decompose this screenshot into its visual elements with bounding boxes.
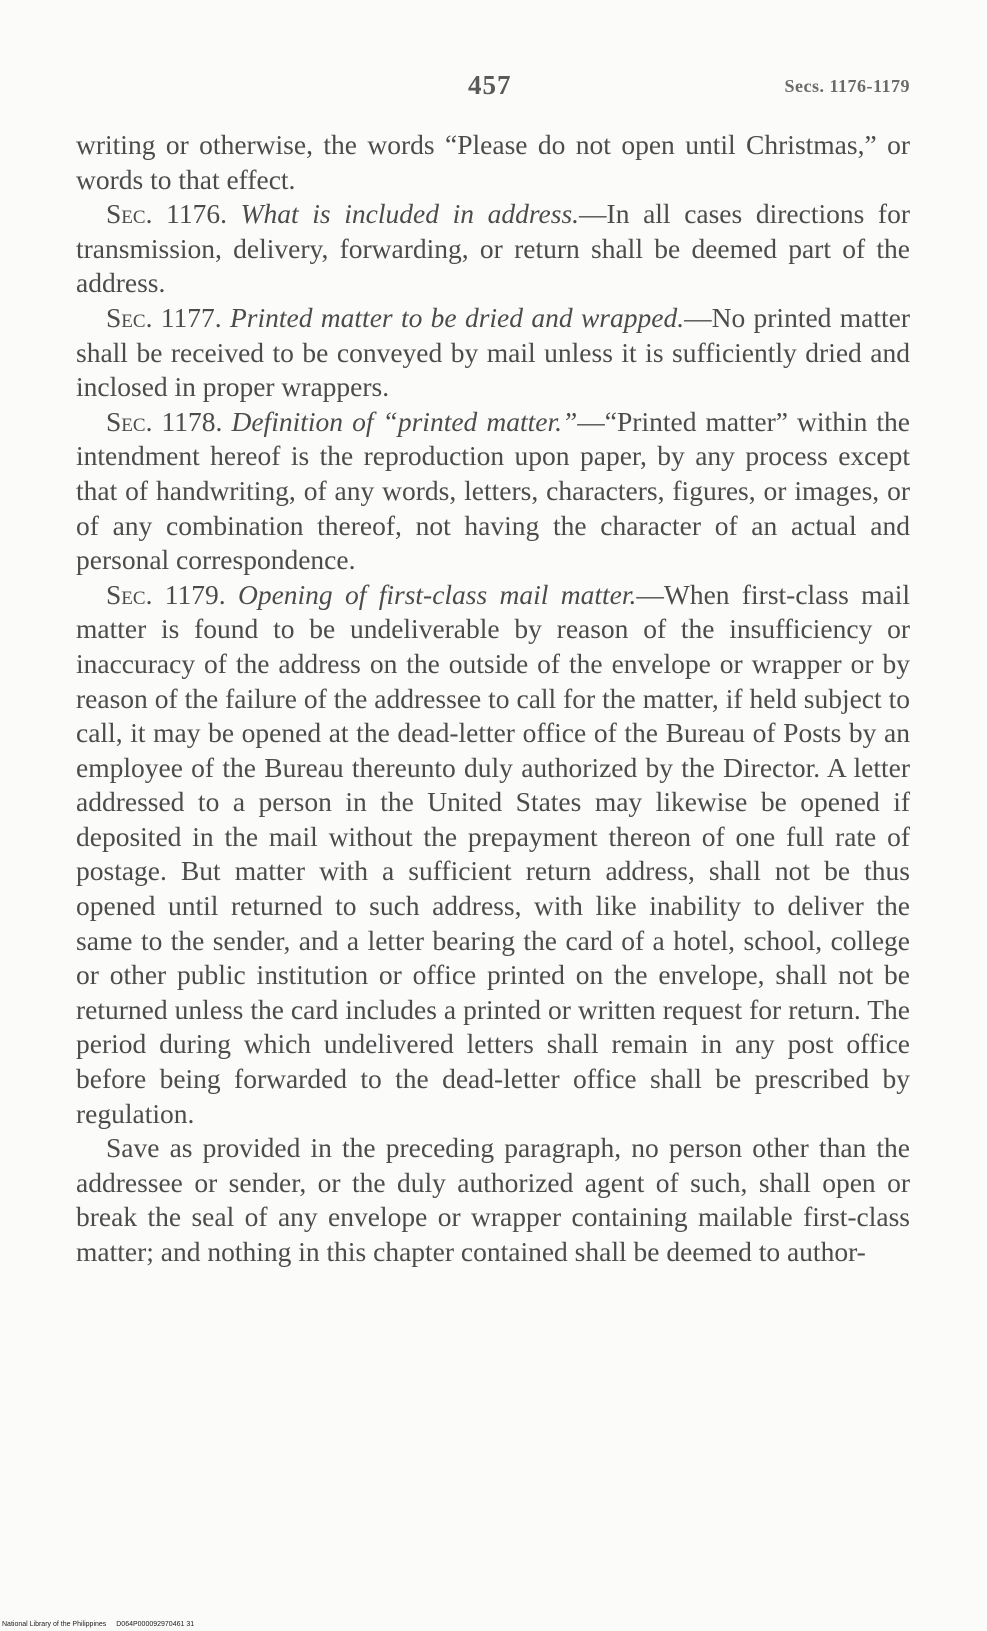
section-number: Sec. 1176. [106, 198, 227, 230]
section-text: —No printed matter shall be received to be conveyed by mail unless it is sufficiently dried and inclosed in proper wrappers. [76, 301, 910, 403]
section-title: Printed matter to be dried and wrapped. [229, 301, 685, 333]
paragraph-save-as-provided: Save as provided in the preceding paragraph, no person other than the addressee or sender, or the duly authorized agent of such, shall open or break the seal of any envelope or wrapper containing mailable first-class matter; and nothing in this chapter contained shall be deemed to author- [76, 1132, 910, 1267]
library-name: National Library of the Philippines [2, 1621, 107, 1628]
section-1178 [76, 405, 910, 578]
page-header [80, 70, 910, 110]
section-1177 [76, 301, 910, 405]
section-number: Sec. 1178. [106, 405, 223, 437]
section-number: Sec. 1179. [106, 578, 226, 610]
section-title: What is included in address. [240, 198, 580, 230]
scan-id: D064P000092970461 31 [116, 1621, 195, 1628]
section-range: Secs. 1176-1179 [784, 76, 910, 96]
section-title: Definition of “printed matter.” [231, 405, 578, 437]
scan-footer [2, 1621, 202, 1628]
section-text: —When first-class mail matter is found to be undeliverable by reason of the insufficiency or inaccuracy of the address on the outside of the envelope or wrapper or by reason of the failure of the addressee to call for the matter, if held subject to call, it may be opened at the dead-letter office of the Bureau of Posts by an employee of the Bureau thereunto duly authorized by the Director. A letter addressed to a person in the United States may likewise be opened if deposited in the mail without the prepayment thereon of one full rate of postage. But matter with a sufficient return address, shall not be thus opened until returned to such address, with like inability to deliver the same to the sender, and a letter bearing the card of a hotel, school, college or other public institution or office printed on the envelope, shall not be returned unless the card includes a printed or written request for return. The period during which undelivered letters shall remain in any post office before being forwarded to the dead-letter office shall be prescribed by regulation. [76, 578, 910, 1129]
section-title: Opening of first-class mail matter. [237, 578, 637, 610]
section-text: —In all cases directions for transmission, delivery, forwarding, or return shall be deemed part of the address. [76, 198, 910, 299]
section-1176 [76, 197, 910, 301]
body-text [76, 128, 910, 1270]
paragraph-continuation: writing or otherwise, the words “Please do not open until Christmas,” or words to that effect. [76, 129, 910, 195]
section-1179 [76, 578, 910, 1132]
page-number: 457 [468, 70, 512, 100]
section-text: —“Printed matter” within the intendment hereof is the reproduction upon paper, by any process except that of handwriting, of any words, letters, characters, figures, or images, or of any combination thereof, not having the character of an actual and personal correspondence. [76, 405, 911, 576]
section-number: Sec. 1177. [106, 301, 222, 333]
